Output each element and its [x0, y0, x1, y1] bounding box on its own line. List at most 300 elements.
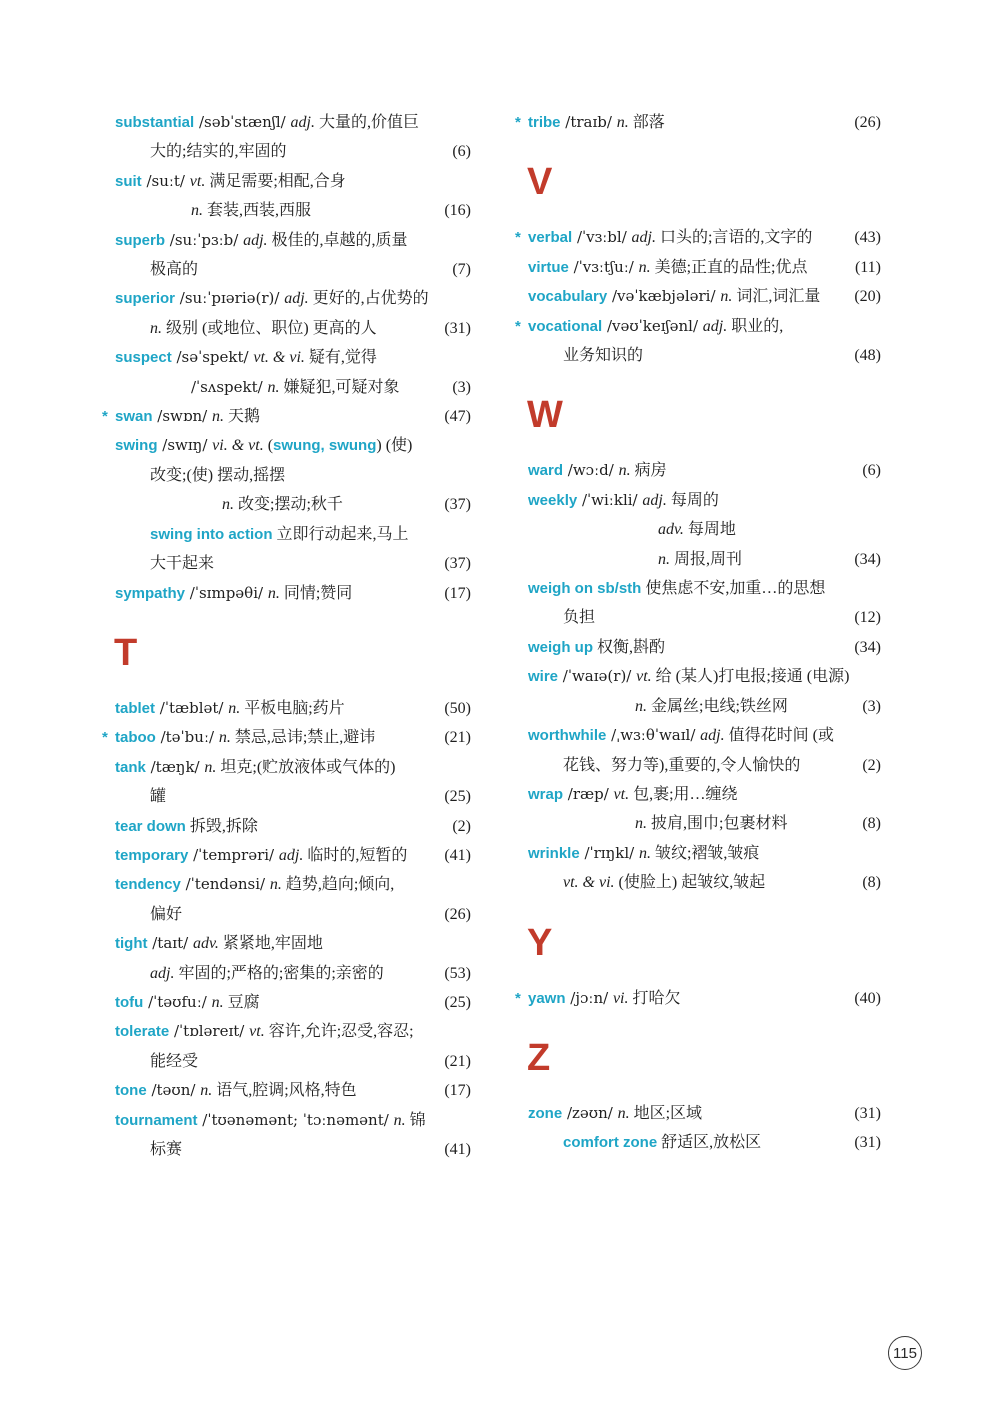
headword: swing — [115, 437, 158, 455]
dictionary-entry — [115, 841, 471, 870]
entry-line-content — [115, 812, 446, 841]
definition: 牢固的;严格的;密集的;亲密的 — [174, 964, 384, 982]
entry-line-content — [150, 1047, 438, 1076]
entry-line — [528, 662, 881, 691]
part-of-speech: vt. & vi. — [563, 874, 615, 892]
star-marker: * — [515, 114, 521, 131]
part-of-speech: n. — [617, 1104, 630, 1122]
entry-line-content — [115, 1017, 471, 1046]
entry-line — [115, 108, 471, 137]
entry-line-content — [115, 753, 471, 782]
headword: virtue — [528, 258, 569, 276]
headword: wrap — [528, 785, 564, 803]
definition: 禁忌,忌讳;禁止,避讳 — [230, 729, 376, 747]
part-of-speech: vt. — [249, 1023, 265, 1041]
dictionary-entry — [115, 1106, 471, 1165]
headword: superior — [115, 290, 176, 308]
phonetic: /vəˈkæbjələri/ — [607, 287, 721, 306]
entry-line — [115, 900, 471, 929]
phonetic: /ˈtʊənəmənt; ˈtɔːnəmənt/ — [197, 1110, 394, 1129]
entry-line-content — [115, 694, 438, 723]
entry-line — [115, 988, 471, 1017]
definition: (使) — [385, 437, 413, 455]
unit-page-ref: (3) — [862, 697, 881, 715]
unit-page-ref: (25) — [444, 993, 471, 1011]
entry-line-content — [563, 341, 848, 370]
definition: 皱纹;褶皱,皱痕 — [650, 844, 760, 862]
definition: 满足需要;相配,合身 — [205, 172, 346, 190]
entry-line-content — [115, 988, 438, 1017]
headword: weigh up — [528, 638, 593, 656]
part-of-speech: vi. — [612, 989, 629, 1007]
definition: 极高的 — [150, 261, 199, 279]
headword: swan — [115, 408, 153, 426]
page-number: 115 — [893, 1344, 917, 1362]
definition: 改变;(使) 摆动,摇摆 — [150, 466, 286, 484]
definition: 套装,西装,西服 — [203, 202, 312, 220]
unit-page-ref: (41) — [444, 1141, 471, 1158]
headword: tablet — [115, 699, 156, 717]
definition: 包,裹;用…缠绕 — [629, 785, 738, 803]
part-of-speech: n. — [618, 462, 631, 480]
unit-page-ref: (48) — [854, 347, 881, 365]
definition: 立即行动起来,马上 — [272, 525, 409, 543]
unit-page-ref: (40) — [854, 989, 881, 1007]
entry-line-content — [528, 1099, 848, 1128]
headword: weigh on sb/sth — [528, 580, 642, 598]
entry-line — [115, 343, 471, 372]
entry-line-content — [191, 196, 438, 225]
star-marker: * — [515, 989, 521, 1007]
dictionary-entry — [115, 753, 471, 812]
entry-line — [528, 574, 881, 603]
dictionary-entry — [102, 402, 471, 431]
star-marker: * — [515, 229, 521, 247]
dictionary-entry — [115, 108, 471, 167]
entry-line-content — [658, 515, 881, 544]
definition: 疑有,觉得 — [304, 349, 377, 367]
dictionary-entry — [528, 839, 881, 898]
headword: ward — [528, 462, 564, 480]
text: ) — [376, 437, 386, 455]
unit-page-ref: (50) — [444, 699, 471, 717]
entry-line — [115, 1017, 471, 1046]
part-of-speech: n. — [218, 729, 231, 747]
definition: 趋势,趋向;倾向, — [281, 876, 395, 894]
definition: 美德;正直的品性;优点 — [650, 258, 808, 276]
part-of-speech: n. — [204, 758, 217, 776]
definition: 拆毁,拆除 — [185, 817, 258, 835]
entry-line-content — [115, 226, 471, 255]
entry-line — [115, 841, 471, 870]
phonetic: /ˈtemprəri/ — [188, 845, 279, 864]
phonetic: /səˈspekt/ — [171, 348, 254, 367]
unit-page-ref: (16) — [444, 202, 471, 220]
part-of-speech: adj. — [243, 231, 268, 249]
unit-page-ref: (7) — [452, 261, 471, 279]
part-of-speech: vt. & vi. — [253, 349, 305, 367]
part-of-speech: n. — [616, 114, 629, 131]
part-of-speech: n. — [720, 288, 733, 306]
dictionary-entry — [528, 633, 881, 662]
entry-line-content — [528, 839, 881, 868]
dictionary-entry — [115, 1076, 471, 1105]
unit-page-ref: (12) — [854, 609, 881, 627]
unit-page-ref: (34) — [854, 638, 881, 656]
definition: 周报,周刊 — [670, 550, 743, 568]
unit-page-ref: (25) — [444, 788, 471, 806]
dictionary-entry — [115, 870, 471, 929]
unit-page-ref: (20) — [854, 288, 881, 306]
dictionary-entry — [528, 574, 881, 633]
dictionary-entry — [528, 253, 881, 282]
part-of-speech: n. — [267, 378, 280, 396]
dictionary-entry — [115, 929, 471, 988]
part-of-speech: adv. — [192, 935, 219, 953]
phonetic: /ˈvɜːtʃuː/ — [568, 257, 639, 276]
phonetic: /ˈtɒləreɪt/ — [169, 1022, 250, 1041]
unit-page-ref: (17) — [444, 1082, 471, 1100]
part-of-speech: n. — [658, 550, 670, 568]
entry-line-content — [222, 490, 438, 519]
star-marker: * — [102, 408, 108, 426]
dictionary-entry — [528, 456, 881, 485]
entry-line-content — [515, 312, 881, 341]
unit-page-ref: (11) — [854, 258, 881, 276]
part-of-speech: n. — [393, 1111, 406, 1129]
entry-line — [115, 1135, 471, 1164]
unit-page-ref: (3) — [452, 378, 471, 396]
phonetic: /ˈtæblət/ — [155, 698, 229, 717]
phonetic: /təʊn/ — [146, 1081, 201, 1100]
definition: 改变;摆动;秋千 — [234, 496, 343, 514]
part-of-speech: n. — [267, 584, 280, 602]
definition: 大量的,价值巨 — [314, 114, 419, 131]
dictionary-entry — [528, 486, 881, 574]
entry-line — [115, 461, 471, 490]
section-letter-z: Z — [527, 1036, 551, 1079]
dictionary-entry — [515, 312, 881, 371]
entry-line-content — [563, 751, 856, 780]
entry-line — [515, 223, 881, 252]
part-of-speech: n. — [200, 1082, 213, 1100]
entry-line — [115, 753, 471, 782]
entry-line — [528, 868, 881, 897]
entry-line — [115, 549, 471, 578]
definition: 嫌疑犯,可疑对象 — [279, 378, 400, 396]
phonetic: /ˈtəʊfuː/ — [143, 992, 212, 1011]
definition: 词汇,词汇量 — [732, 288, 821, 306]
part-of-speech: n. — [638, 844, 651, 862]
entry-line-content — [102, 723, 438, 752]
definition: 地区;区域 — [629, 1104, 703, 1122]
unit-page-ref: (53) — [444, 964, 471, 982]
definition: 使焦虑不安,加重…的思想 — [641, 580, 826, 598]
phonetic: /taɪt/ — [147, 934, 193, 953]
definition: 同情;赞同 — [279, 584, 353, 602]
definition: 更好的,占优势的 — [308, 290, 429, 308]
phonetic: /traɪb/ — [560, 113, 617, 131]
unit-page-ref: (6) — [862, 462, 881, 480]
entry-line — [528, 456, 881, 485]
entry-line — [102, 402, 471, 431]
unit-page-ref: (2) — [452, 817, 471, 835]
headword: yawn — [528, 989, 566, 1007]
definition: 给 (某人)打电报;接通 (电源) — [651, 668, 850, 686]
entry-line — [528, 751, 881, 780]
star-marker: * — [102, 729, 108, 747]
definition: 级别 (或地位、职位) 更高的人 — [162, 319, 377, 337]
headword: verbal — [528, 229, 573, 247]
definition: 容许,允许;忍受,容忍; — [264, 1023, 414, 1041]
entry-line-content — [150, 255, 446, 284]
entry-line-content — [150, 959, 438, 988]
unit-page-ref: (47) — [444, 408, 471, 426]
part-of-speech: n. — [150, 319, 162, 337]
section-letter-v: V — [527, 161, 553, 204]
dictionary-entry — [115, 988, 471, 1017]
definition: 标赛 — [150, 1141, 183, 1158]
entry-line-content — [150, 782, 438, 811]
entry-line — [528, 282, 881, 311]
entry-line-content — [115, 579, 438, 608]
phonetic: /jɔːn/ — [565, 988, 613, 1007]
headword: taboo — [115, 729, 156, 747]
entry-line — [528, 341, 881, 370]
entry-line — [115, 929, 471, 958]
dictionary-entry — [528, 721, 881, 780]
part-of-speech: adj. — [150, 964, 175, 982]
headword: tear down — [115, 817, 186, 835]
entry-line — [515, 312, 881, 341]
phonetic: /suːˈpɜːb/ — [165, 230, 244, 249]
phonetic: /suːˈpɪəriə(r)/ — [175, 289, 285, 308]
entry-line-content — [563, 868, 856, 897]
part-of-speech: n. — [191, 202, 203, 220]
part-of-speech: vt. — [636, 668, 652, 686]
entry-line — [115, 284, 471, 313]
entry-line — [528, 721, 881, 750]
definition: 口头的;言语的,文字的 — [655, 229, 813, 247]
entry-line-content — [515, 223, 848, 252]
definition: 紧紧地,牢固地 — [218, 935, 323, 953]
unit-page-ref: (26) — [854, 114, 881, 131]
headword: wire — [528, 668, 559, 686]
phonetic: /səbˈstænʃl/ — [194, 113, 291, 131]
dictionary-entry — [115, 284, 471, 343]
part-of-speech: n. — [228, 699, 241, 717]
dictionary-entry — [528, 282, 881, 311]
entry-line-content — [115, 431, 471, 460]
definition: 打哈欠 — [628, 989, 681, 1007]
column-left — [102, 108, 471, 1164]
part-of-speech: vi. & vt. — [212, 437, 264, 455]
headword: comfort zone — [563, 1134, 658, 1152]
part-of-speech: n. — [635, 815, 647, 833]
headword: tournament — [115, 1111, 198, 1129]
dictionary-entry — [515, 984, 881, 1013]
phonetic: /ˈtendənsi/ — [180, 875, 270, 894]
entry-line — [115, 782, 471, 811]
section-letter-w: W — [527, 394, 563, 437]
definition: 每周的 — [666, 491, 719, 509]
headword: swing into action — [150, 525, 273, 543]
part-of-speech: n. — [211, 993, 224, 1011]
definition: 大的;结实的,牢固的 — [150, 143, 287, 161]
headword: tight — [115, 935, 148, 953]
unit-page-ref: (26) — [444, 905, 471, 923]
dictionary-entry — [102, 723, 471, 752]
entry-line-content — [115, 343, 471, 372]
definition: 罐 — [150, 788, 167, 806]
entry-line-content — [563, 1128, 848, 1157]
headword: weekly — [528, 491, 578, 509]
page-number-badge — [888, 1336, 922, 1370]
dictionary-entry — [115, 431, 471, 578]
part-of-speech: n. — [638, 258, 651, 276]
entry-line-content — [635, 809, 856, 838]
phonetic: /ˌwɜːθˈwaɪl/ — [606, 726, 701, 745]
entry-line — [528, 1099, 881, 1128]
part-of-speech: n. — [269, 876, 282, 894]
entry-line-content — [115, 870, 471, 899]
headword: suit — [115, 172, 142, 190]
part-of-speech: vt. — [613, 785, 630, 803]
phonetic: /ˈvɜːbl/ — [572, 228, 632, 247]
phonetic: /vəʊˈkeɪʃənl/ — [602, 316, 703, 335]
entry-line-content — [150, 1135, 438, 1164]
definition: 豆腐 — [223, 993, 260, 1011]
entry-line-content — [115, 167, 471, 196]
definition: 职业的, — [727, 317, 784, 335]
unit-page-ref: (37) — [444, 496, 471, 514]
part-of-speech: adj. — [284, 290, 309, 308]
entry-line-content — [115, 1076, 438, 1105]
entry-line-content — [528, 633, 848, 662]
entry-line — [115, 812, 471, 841]
part-of-speech: vt. — [189, 172, 206, 190]
definition: 披肩,围巾;包裹材料 — [647, 815, 788, 833]
definition: 负担 — [563, 609, 596, 627]
part-of-speech: adj. — [702, 317, 728, 335]
dictionary-entry — [115, 1017, 471, 1076]
phonetic: /ˈwiːkli/ — [577, 490, 643, 509]
entry-line — [115, 314, 471, 343]
dictionary-entry — [528, 662, 881, 721]
entry-line — [515, 984, 881, 1013]
entry-line — [528, 633, 881, 662]
dictionary-entry — [115, 343, 471, 402]
entry-line-content — [528, 721, 881, 750]
dictionary-entry — [115, 226, 471, 285]
unit-page-ref: (17) — [444, 584, 471, 602]
headword: tendency — [115, 876, 181, 894]
entry-line — [528, 515, 881, 544]
entry-line — [115, 1076, 471, 1105]
part-of-speech: n. — [635, 697, 647, 715]
entry-line-content — [528, 780, 881, 809]
unit-page-ref: (8) — [862, 815, 881, 833]
dictionary-entry — [515, 108, 881, 137]
definition: 平板电脑;药片 — [240, 699, 345, 717]
headword: tofu — [115, 993, 144, 1011]
definition: (使脸上) 起皱纹,皱起 — [614, 874, 766, 892]
entry-line — [528, 603, 881, 632]
part-of-speech: adv. — [658, 521, 684, 539]
entry-line-content — [191, 373, 446, 402]
dictionary-entry — [115, 579, 471, 608]
entry-line — [115, 520, 471, 549]
entry-line-content — [528, 253, 849, 282]
headword: vocabulary — [528, 288, 608, 306]
unit-page-ref: (2) — [862, 756, 881, 774]
entry-line-content — [150, 520, 471, 549]
entry-line — [115, 490, 471, 519]
definition: 病房 — [630, 462, 667, 480]
unit-page-ref: (37) — [444, 555, 471, 573]
entry-line-content — [150, 137, 446, 166]
unit-page-ref: (31) — [854, 1104, 881, 1122]
unit-page-ref: (21) — [444, 1052, 471, 1070]
dictionary-entry — [528, 1099, 881, 1128]
entry-line-content — [528, 486, 881, 515]
headword: tank — [115, 758, 146, 776]
entry-line — [115, 870, 471, 899]
entry-line — [115, 196, 471, 225]
phonetic: /ræp/ — [563, 784, 614, 803]
entry-line — [115, 373, 471, 402]
phonetic: /ˈsʌspekt/ — [191, 377, 268, 396]
entry-line — [115, 1106, 471, 1135]
entry-line — [528, 545, 881, 574]
unit-page-ref: (31) — [444, 319, 471, 337]
definition: 语气,腔调;风格,特色 — [212, 1082, 357, 1100]
phonetic: /tæŋk/ — [145, 757, 205, 776]
part-of-speech: adj. — [278, 846, 304, 864]
entry-line — [115, 1047, 471, 1076]
definition: 权衡,斟酌 — [593, 638, 666, 656]
entry-line-content — [115, 841, 438, 870]
definition: 锦 — [405, 1111, 426, 1129]
unit-page-ref: (8) — [862, 874, 881, 892]
dictionary-entry — [115, 167, 471, 226]
entry-line — [528, 253, 881, 282]
entry-line-content — [528, 282, 848, 311]
star-marker: * — [515, 317, 521, 335]
definition: 坦克;(贮放液体或气体的) — [216, 758, 396, 776]
headword: tone — [115, 1082, 147, 1100]
headword: superb — [115, 231, 166, 249]
headword: swung, swung — [273, 437, 377, 455]
entry-line-content — [528, 662, 881, 691]
dictionary-entry — [115, 694, 471, 723]
entry-line-content — [115, 929, 471, 958]
entry-line — [115, 137, 471, 166]
definition: 天鹅 — [223, 408, 260, 426]
section-letter-t: T — [114, 631, 138, 674]
entry-line-content — [115, 108, 471, 137]
entry-line-content — [150, 900, 438, 929]
entry-line — [115, 226, 471, 255]
phonetic: /wɔːd/ — [563, 461, 619, 480]
entry-line-content — [528, 574, 881, 603]
headword: substantial — [115, 114, 195, 131]
entry-line-content — [150, 461, 471, 490]
definition: 花钱、努力等),重要的,令人愉快的 — [563, 756, 801, 774]
unit-page-ref: (21) — [444, 729, 471, 747]
headword: vocational — [528, 317, 603, 335]
definition: 业务知识的 — [563, 347, 644, 365]
